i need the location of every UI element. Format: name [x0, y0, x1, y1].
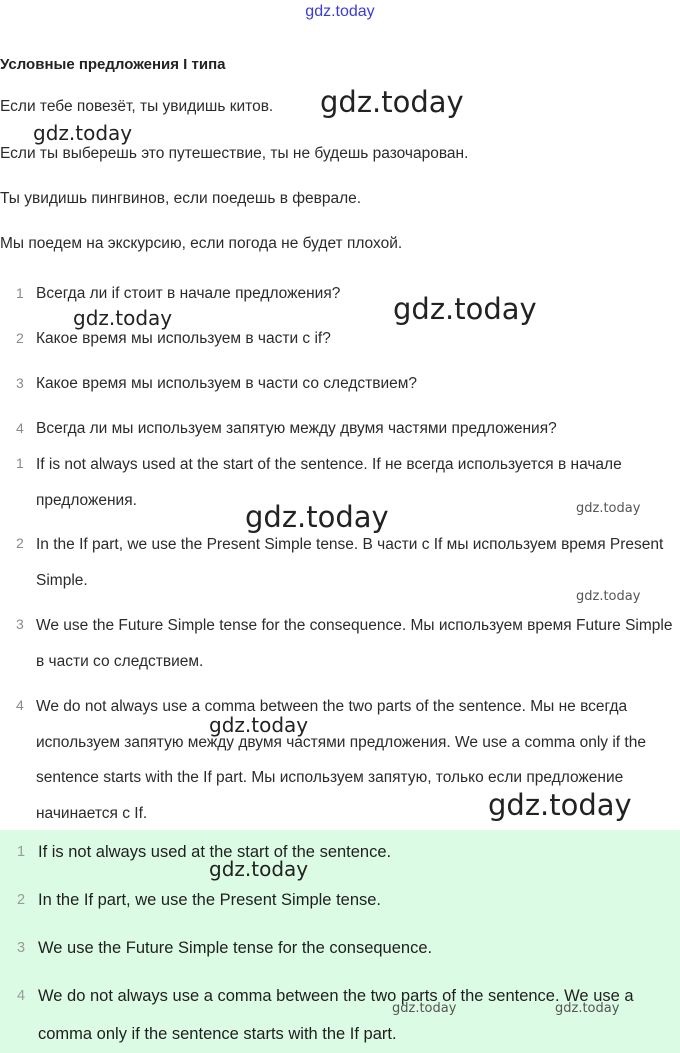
answer-number: 1 [16, 455, 24, 471]
answer-number: 4 [16, 697, 24, 713]
answer-text: We use the Future Simple tense for the consequence. Мы используем время Future Simple в части со следствием. [36, 617, 673, 670]
answer-number: 4 [17, 988, 26, 1004]
answer-highlight-panel [0, 830, 680, 1053]
question-number: 2 [16, 330, 24, 346]
watermark: gdz.today [392, 1001, 457, 1016]
site-watermark-header: gdz.today [305, 3, 375, 20]
answer-text: In the If part, we use the Present Simple tense. В части с If мы используем время Present Simple. [36, 536, 664, 589]
answer-number: 2 [17, 892, 26, 908]
example-sentence: Мы поедем на экскурсию, если погода не будет плохой. [0, 235, 403, 252]
answer-text: We do not always use a comma between the two parts of the sentence. We use a comma only if the sentence starts with the If part. [38, 987, 634, 1043]
watermark: gdz.today [576, 589, 641, 604]
watermark: gdz.today [555, 1001, 620, 1016]
answer-number: 1 [17, 844, 26, 860]
question-text: Какое время мы используем в части со следствием? [36, 375, 418, 392]
watermark: gdz.today [245, 500, 389, 534]
watermark: gdz.today [209, 713, 309, 737]
answer-text: If is not always used at the start of the sentence. If не всегда используется в начале предложения. [36, 456, 622, 509]
question-text: Всегда ли мы используем запятую между двумя частями предложения? [36, 420, 557, 437]
example-sentence: Если ты выберешь это путешествие, ты не будешь разочарован. [0, 145, 469, 162]
answer-number: 2 [16, 535, 24, 551]
section-title: Условные предложения I типа [0, 56, 226, 73]
watermark: gdz.today [393, 292, 537, 326]
answer-text: We do not always use a comma between the two parts of the sentence. Мы не всегда используем запятую между двумя частями предложения. We use a comma only if the sentence starts with the If part. Мы используем запятую, только если предложение начинается с If. [36, 698, 646, 822]
watermark: gdz.today [488, 788, 632, 822]
question-text: Какое время мы используем в части с if? [36, 330, 331, 347]
answer-number: 3 [17, 940, 26, 956]
question-number: 3 [16, 375, 24, 391]
watermark: gdz.today [209, 857, 309, 881]
answer-text: In the If part, we use the Present Simple tense. [38, 891, 382, 909]
watermark: gdz.today [33, 121, 133, 145]
watermark: gdz.today [73, 306, 173, 330]
question-number: 1 [16, 285, 24, 301]
watermark: gdz.today [320, 85, 464, 119]
answer-text: We use the Future Simple tense for the consequence. [38, 939, 433, 957]
example-sentence: Если тебе повезёт, ты увидишь китов. [0, 98, 274, 115]
question-text: Всегда ли if стоит в начале предложения? [36, 285, 341, 302]
question-number: 4 [16, 420, 24, 436]
watermark: gdz.today [576, 501, 641, 516]
answer-number: 3 [16, 616, 24, 632]
answer-text: If is not always used at the start of the sentence. [38, 843, 392, 861]
example-sentence: Ты увидишь пингвинов, если поедешь в феврале. [0, 190, 362, 207]
